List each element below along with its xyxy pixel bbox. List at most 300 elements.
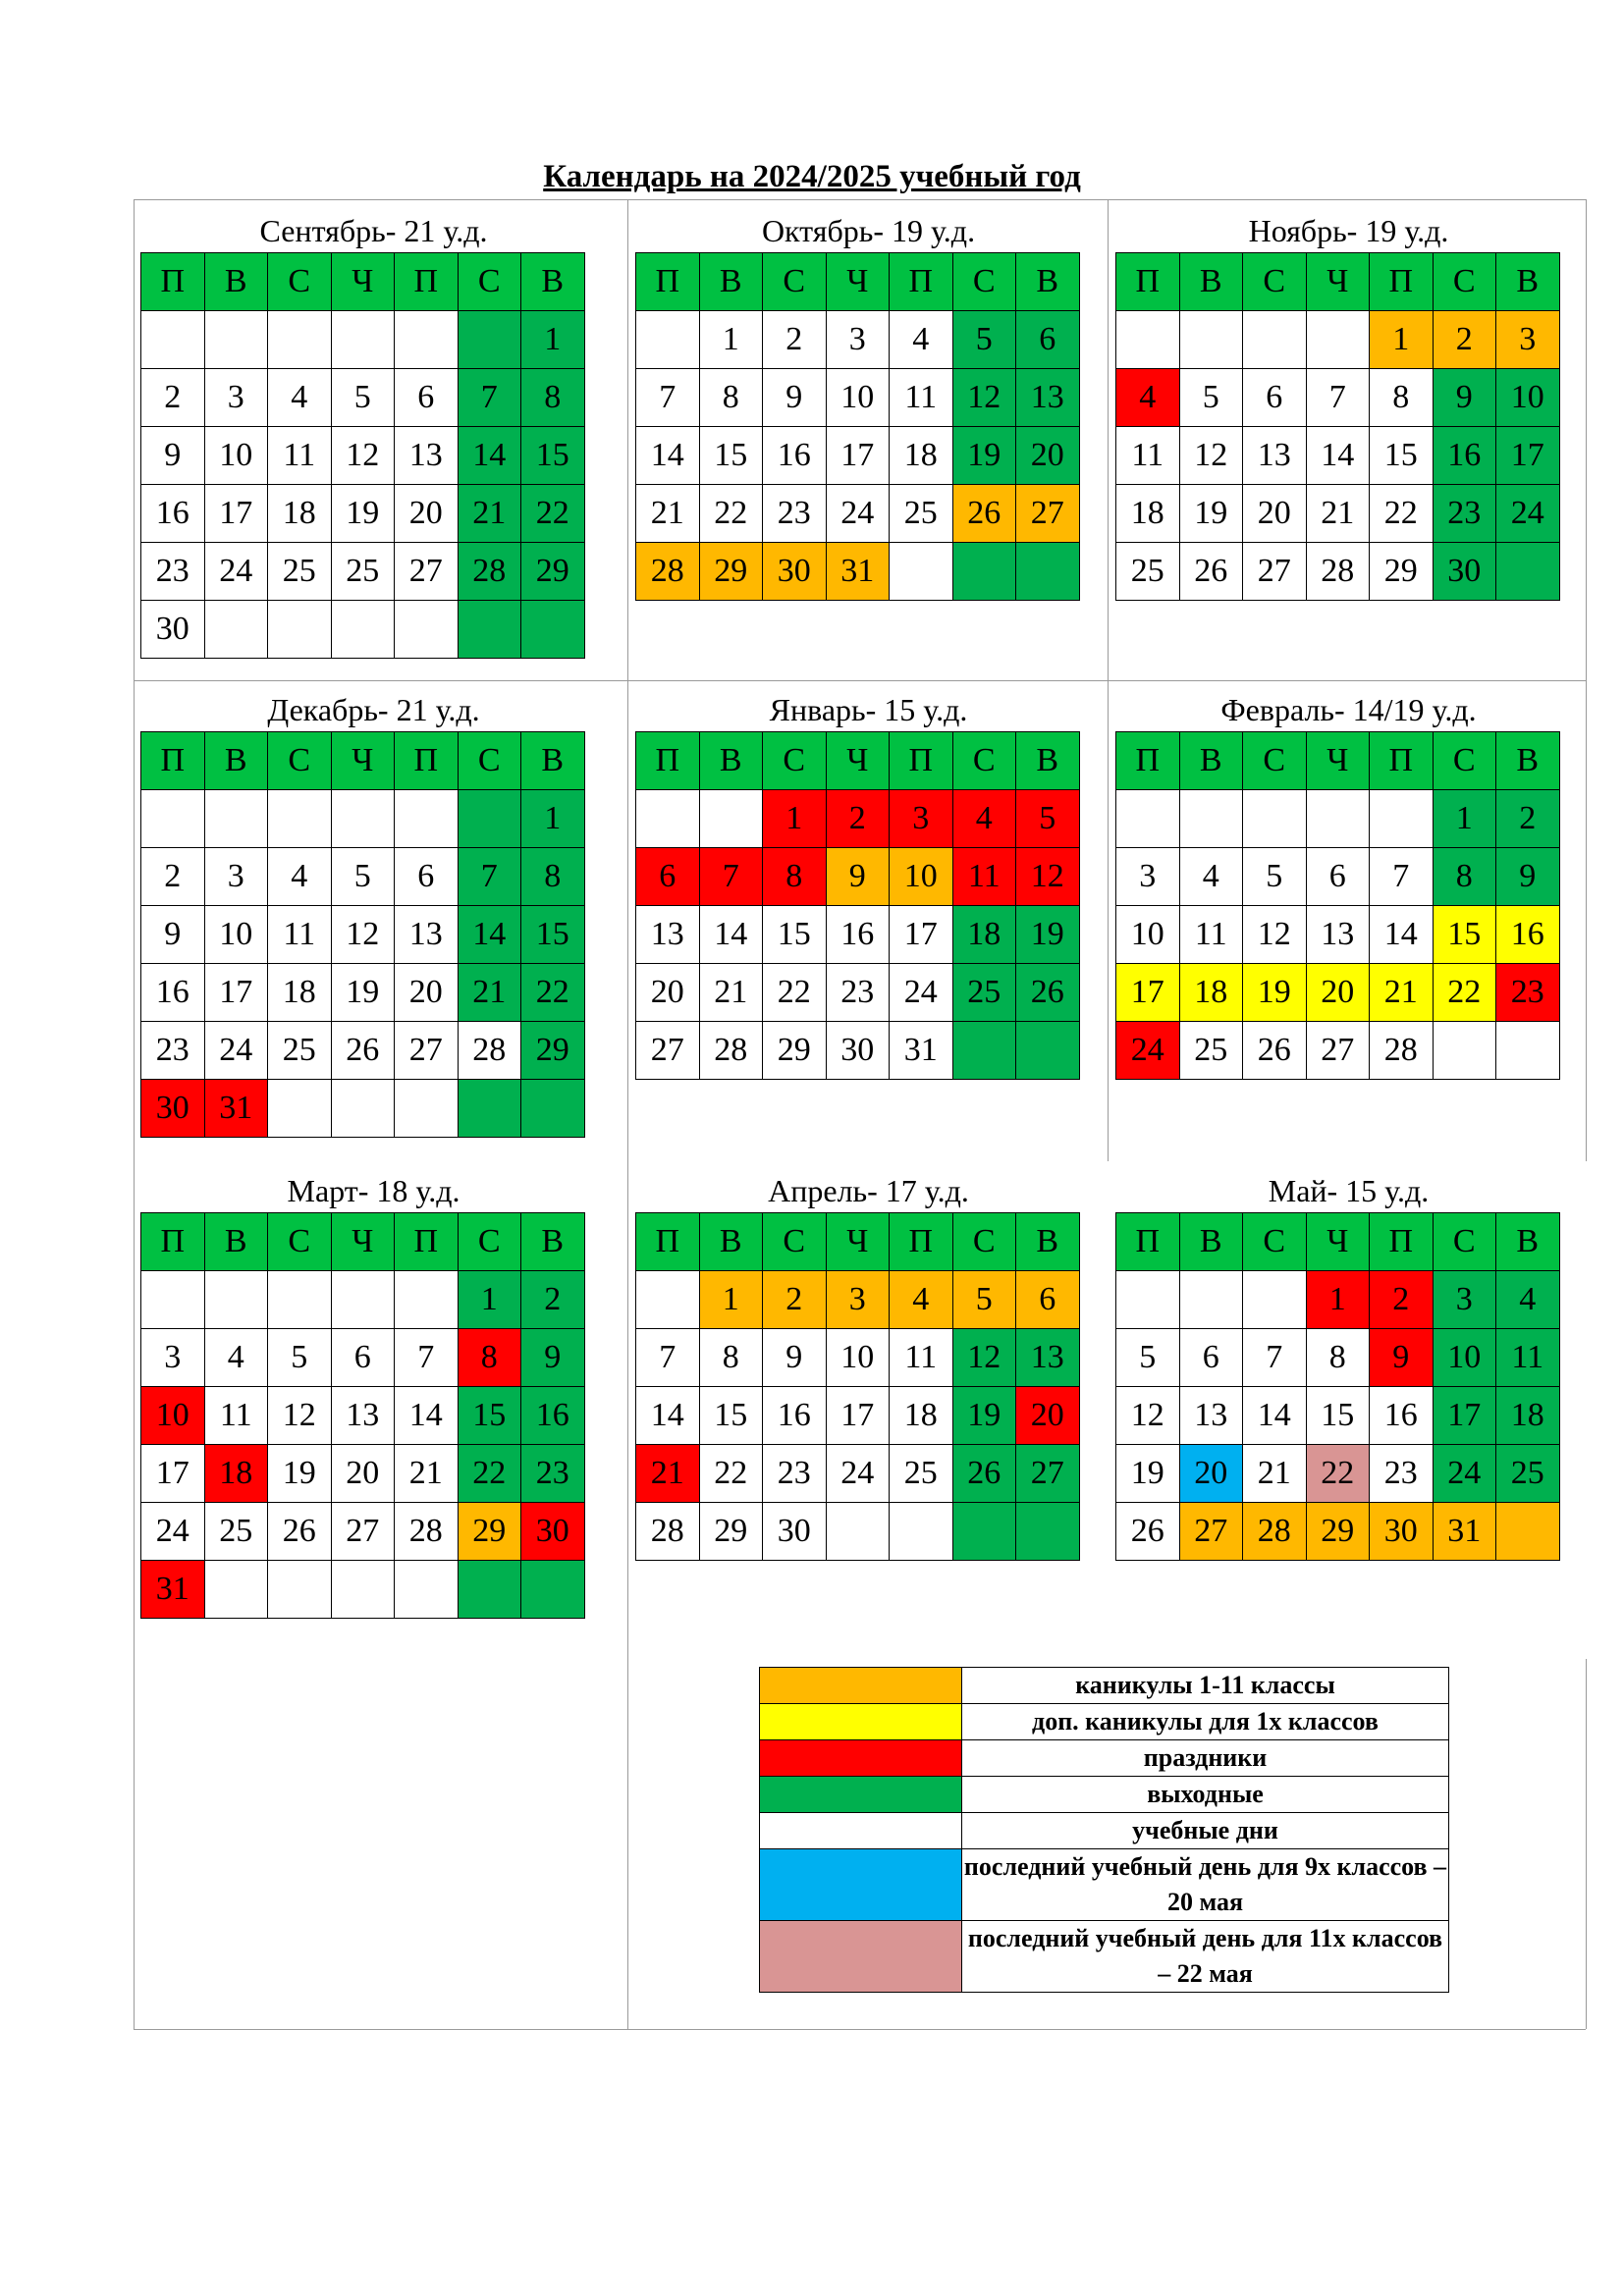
day-cell [521,1561,585,1619]
day-cell: 23 [763,485,827,543]
weekday-header: П [890,253,953,311]
day-cell: 21 [1370,964,1434,1022]
day-cell: 7 [458,848,521,906]
day-cell: 9 [763,1329,827,1387]
day-cell [1243,311,1307,369]
day-cell: 19 [331,485,395,543]
weekday-header: С [1433,253,1496,311]
day-cell: 21 [1306,485,1370,543]
day-cell: 3 [826,311,890,369]
month-title: Май- 15 у.д. [1268,1173,1430,1208]
day-cell: 15 [458,1387,521,1445]
day-cell [1243,1271,1307,1329]
weekday-header: С [952,732,1016,790]
day-cell: 25 [890,1445,953,1503]
day-cell: 5 [1116,1329,1180,1387]
day-cell: 12 [952,369,1016,427]
day-cell: 6 [331,1329,395,1387]
day-cell: 29 [1306,1503,1370,1561]
week-row [636,1445,1080,1503]
day-cell: 1 [699,311,763,369]
day-cell [952,543,1016,601]
day-cell: 16 [1370,1387,1434,1445]
day-cell [141,1271,205,1329]
day-cell: 22 [458,1445,521,1503]
day-cell [699,790,763,848]
week-row [636,790,1080,848]
weekday-header: С [952,1213,1016,1271]
day-cell: 14 [458,906,521,964]
day-cell: 28 [1306,543,1370,601]
day-cell: 28 [636,543,700,601]
day-cell: 7 [1306,369,1370,427]
day-cell: 22 [1370,485,1434,543]
day-cell: 17 [1116,964,1180,1022]
weekday-header: В [1179,253,1243,311]
weekday-header: В [1016,732,1080,790]
weekday-header: Ч [826,1213,890,1271]
day-cell: 12 [331,427,395,485]
day-cell: 11 [1116,427,1180,485]
day-cell: 3 [1496,311,1560,369]
weekday-header: П [141,253,205,311]
weekday-header: Ч [331,253,395,311]
day-cell: 25 [331,543,395,601]
weekday-header-row [636,1213,1080,1271]
day-cell: 4 [1179,848,1243,906]
day-cell [268,311,332,369]
day-cell: 9 [1496,848,1560,906]
day-cell [268,601,332,659]
day-cell: 21 [636,1445,700,1503]
day-cell: 24 [141,1503,205,1561]
weekday-header-row [141,253,585,311]
day-cell: 21 [636,485,700,543]
week-row [1116,369,1560,427]
weekday-header: П [890,732,953,790]
day-cell [395,1080,459,1138]
day-cell: 29 [1370,543,1434,601]
day-cell [1179,790,1243,848]
day-cell: 5 [1179,369,1243,427]
weekday-header: С [1243,253,1307,311]
week-row [1116,1022,1560,1080]
day-cell: 9 [1433,369,1496,427]
day-cell: 6 [1016,311,1080,369]
day-cell [890,1503,953,1561]
day-cell: 25 [268,543,332,601]
day-cell: 11 [952,848,1016,906]
week-row [1116,790,1560,848]
legend-row [760,1849,1449,1921]
day-cell: 10 [1116,906,1180,964]
day-cell [890,543,953,601]
day-cell: 2 [521,1271,585,1329]
day-cell [1306,790,1370,848]
day-cell: 5 [331,848,395,906]
weekday-header: С [1243,732,1307,790]
legend-row [760,1921,1449,1993]
weekday-header: Ч [826,253,890,311]
weekday-header: В [204,732,268,790]
day-cell [1179,1271,1243,1329]
day-cell: 10 [890,848,953,906]
day-cell: 6 [1306,848,1370,906]
month-grid [1115,731,1560,1080]
day-cell: 27 [395,1022,459,1080]
day-cell: 6 [1179,1329,1243,1387]
week-row [141,848,585,906]
day-cell: 30 [1370,1503,1434,1561]
day-cell: 19 [1179,485,1243,543]
day-cell: 29 [458,1503,521,1561]
day-cell: 12 [1243,906,1307,964]
month-grid [1115,1212,1560,1561]
week-row [141,485,585,543]
day-cell: 7 [395,1329,459,1387]
weekday-header: П [890,1213,953,1271]
weekday-header: П [1116,732,1180,790]
weekday-header: П [636,1213,700,1271]
day-cell: 4 [1116,369,1180,427]
week-row [141,1445,585,1503]
day-cell: 14 [1243,1387,1307,1445]
day-cell [636,790,700,848]
weekday-header: П [395,253,459,311]
day-cell: 22 [763,964,827,1022]
weekday-header: С [268,253,332,311]
legend-row [760,1740,1449,1777]
day-cell: 11 [1496,1329,1560,1387]
day-cell: 14 [1370,906,1434,964]
day-cell: 23 [1433,485,1496,543]
day-cell: 2 [1496,790,1560,848]
day-cell: 15 [763,906,827,964]
day-cell: 18 [1179,964,1243,1022]
day-cell [331,311,395,369]
day-cell: 4 [1496,1271,1560,1329]
day-cell [636,311,700,369]
day-cell: 23 [1370,1445,1434,1503]
day-cell: 26 [268,1503,332,1561]
weekday-header: П [1116,1213,1180,1271]
day-cell: 8 [458,1329,521,1387]
legend [759,1667,1449,1993]
day-cell: 4 [890,311,953,369]
day-cell: 20 [1016,1387,1080,1445]
month-grid [140,1212,585,1619]
day-cell: 27 [1243,543,1307,601]
day-cell [395,601,459,659]
day-cell: 18 [952,906,1016,964]
legend-swatch [760,1777,962,1813]
day-cell [458,1561,521,1619]
day-cell: 9 [521,1329,585,1387]
day-cell: 16 [826,906,890,964]
week-row [636,485,1080,543]
day-cell: 15 [699,1387,763,1445]
day-cell: 20 [636,964,700,1022]
day-cell: 18 [890,1387,953,1445]
weekday-header: П [636,253,700,311]
day-cell [331,601,395,659]
day-cell: 9 [141,427,205,485]
frame-line [627,199,628,2029]
day-cell: 8 [1306,1329,1370,1387]
day-cell: 20 [395,485,459,543]
day-cell: 6 [395,369,459,427]
day-cell: 17 [204,964,268,1022]
week-row [141,1271,585,1329]
day-cell [204,601,268,659]
month-title: Апрель- 17 у.д. [768,1173,969,1208]
day-cell: 10 [1496,369,1560,427]
day-cell: 2 [1370,1271,1434,1329]
day-cell [1016,543,1080,601]
day-cell: 8 [699,1329,763,1387]
day-cell [1243,790,1307,848]
week-row [141,1503,585,1561]
day-cell: 16 [1496,906,1560,964]
weekday-header: В [1496,253,1560,311]
day-cell: 2 [141,369,205,427]
legend-label: доп. каникулы для 1х классов [962,1704,1449,1740]
week-row [636,906,1080,964]
day-cell: 28 [458,543,521,601]
day-cell: 8 [763,848,827,906]
day-cell: 12 [952,1329,1016,1387]
day-cell: 1 [521,790,585,848]
week-row [141,790,585,848]
weekday-header: С [268,1213,332,1271]
legend-label: последний учебный день для 9х классов – 20 мая [962,1849,1449,1921]
day-cell [395,790,459,848]
week-row [636,427,1080,485]
day-cell: 22 [1306,1445,1370,1503]
week-row [1116,1329,1560,1387]
day-cell: 13 [1306,906,1370,964]
weekday-header-row [636,732,1080,790]
day-cell: 23 [826,964,890,1022]
day-cell: 13 [1016,1329,1080,1387]
day-cell [268,1080,332,1138]
weekday-header: В [1016,253,1080,311]
day-cell [636,1271,700,1329]
day-cell: 19 [1116,1445,1180,1503]
day-cell: 26 [1116,1503,1180,1561]
day-cell: 11 [890,1329,953,1387]
day-cell: 16 [763,1387,827,1445]
day-cell [1116,311,1180,369]
day-cell: 7 [699,848,763,906]
day-cell: 10 [204,906,268,964]
day-cell: 13 [1016,369,1080,427]
weekday-header: Ч [826,732,890,790]
weekday-header: Ч [1306,253,1370,311]
day-cell: 17 [204,485,268,543]
day-cell: 7 [1370,848,1434,906]
week-row [141,1080,585,1138]
week-row [1116,543,1560,601]
day-cell: 22 [521,485,585,543]
legend-swatch [760,1849,962,1921]
day-cell: 23 [141,1022,205,1080]
day-cell: 21 [1243,1445,1307,1503]
day-cell: 28 [1243,1503,1307,1561]
day-cell: 13 [395,427,459,485]
day-cell: 19 [268,1445,332,1503]
day-cell [141,311,205,369]
frame-line [1586,199,1587,1161]
day-cell [268,1561,332,1619]
day-cell: 13 [331,1387,395,1445]
day-cell: 6 [636,848,700,906]
day-cell: 30 [1433,543,1496,601]
day-cell [395,1271,459,1329]
day-cell [826,1503,890,1561]
day-cell [1116,790,1180,848]
week-row [636,1271,1080,1329]
week-row [636,1022,1080,1080]
day-cell: 26 [1179,543,1243,601]
day-cell: 2 [763,1271,827,1329]
day-cell [331,1271,395,1329]
day-cell: 10 [826,369,890,427]
day-cell: 25 [1496,1445,1560,1503]
day-cell [952,1022,1016,1080]
day-cell: 4 [268,369,332,427]
day-cell: 11 [268,906,332,964]
day-cell: 25 [204,1503,268,1561]
day-cell: 25 [890,485,953,543]
day-cell [204,1561,268,1619]
week-row [1116,906,1560,964]
weekday-header: В [1179,732,1243,790]
weekday-header-row [141,1213,585,1271]
weekday-header-row [1116,1213,1560,1271]
weekday-header: В [699,253,763,311]
day-cell: 21 [458,485,521,543]
day-cell: 30 [521,1503,585,1561]
weekday-header: С [763,1213,827,1271]
day-cell: 31 [141,1561,205,1619]
day-cell [331,790,395,848]
day-cell [1016,1022,1080,1080]
weekday-header: П [395,1213,459,1271]
day-cell: 5 [1243,848,1307,906]
day-cell: 15 [521,906,585,964]
day-cell: 3 [890,790,953,848]
weekday-header: П [1116,253,1180,311]
day-cell: 26 [1243,1022,1307,1080]
day-cell: 24 [204,1022,268,1080]
week-row [1116,1503,1560,1561]
legend-row [760,1813,1449,1849]
day-cell: 29 [521,543,585,601]
day-cell: 15 [521,427,585,485]
month-grid [140,252,585,659]
day-cell: 27 [1179,1503,1243,1561]
day-cell: 2 [826,790,890,848]
day-cell [458,790,521,848]
week-row [636,311,1080,369]
day-cell [1496,1022,1560,1080]
day-cell: 30 [141,1080,205,1138]
day-cell: 10 [1433,1329,1496,1387]
day-cell: 7 [636,369,700,427]
weekday-header: В [204,1213,268,1271]
day-cell: 2 [141,848,205,906]
day-cell: 14 [636,1387,700,1445]
day-cell [204,311,268,369]
day-cell: 27 [1016,485,1080,543]
day-cell: 5 [331,369,395,427]
day-cell: 12 [1179,427,1243,485]
weekday-header-row [1116,253,1560,311]
month-title: Декабрь- 21 у.д. [267,692,480,727]
day-cell: 27 [1306,1022,1370,1080]
week-row [141,906,585,964]
day-cell: 22 [699,1445,763,1503]
day-cell: 3 [204,848,268,906]
day-cell [268,790,332,848]
month-title: Март- 18 у.д. [287,1173,460,1208]
week-row [1116,311,1560,369]
day-cell: 18 [1116,485,1180,543]
day-cell: 18 [204,1445,268,1503]
day-cell: 22 [521,964,585,1022]
legend-row [760,1704,1449,1740]
weekday-header: С [763,732,827,790]
day-cell: 1 [1433,790,1496,848]
day-cell: 13 [1179,1387,1243,1445]
day-cell: 16 [521,1387,585,1445]
day-cell: 24 [1433,1445,1496,1503]
week-row [636,964,1080,1022]
day-cell: 20 [1306,964,1370,1022]
week-row [1116,485,1560,543]
week-row [636,1503,1080,1561]
day-cell [204,790,268,848]
day-cell: 8 [699,369,763,427]
day-cell [1306,311,1370,369]
day-cell: 1 [1306,1271,1370,1329]
day-cell [141,790,205,848]
weekday-header: В [1179,1213,1243,1271]
day-cell: 24 [890,964,953,1022]
day-cell [1496,1503,1560,1561]
day-cell: 23 [521,1445,585,1503]
day-cell: 3 [826,1271,890,1329]
weekday-header-row [1116,732,1560,790]
weekday-header: П [636,732,700,790]
day-cell: 3 [141,1329,205,1387]
day-cell: 23 [763,1445,827,1503]
day-cell: 19 [952,1387,1016,1445]
day-cell: 15 [699,427,763,485]
weekday-header: П [141,732,205,790]
day-cell: 29 [699,1503,763,1561]
legend-label: выходные [962,1777,1449,1813]
weekday-header: П [395,732,459,790]
day-cell: 4 [890,1271,953,1329]
legend-label: каникулы 1-11 классы [962,1668,1449,1704]
day-cell: 26 [1016,964,1080,1022]
day-cell [521,601,585,659]
legend-label: последний учебный день для 11х классов – 22 мая [962,1921,1449,1993]
weekday-header-row [141,732,585,790]
weekday-header: С [458,253,521,311]
